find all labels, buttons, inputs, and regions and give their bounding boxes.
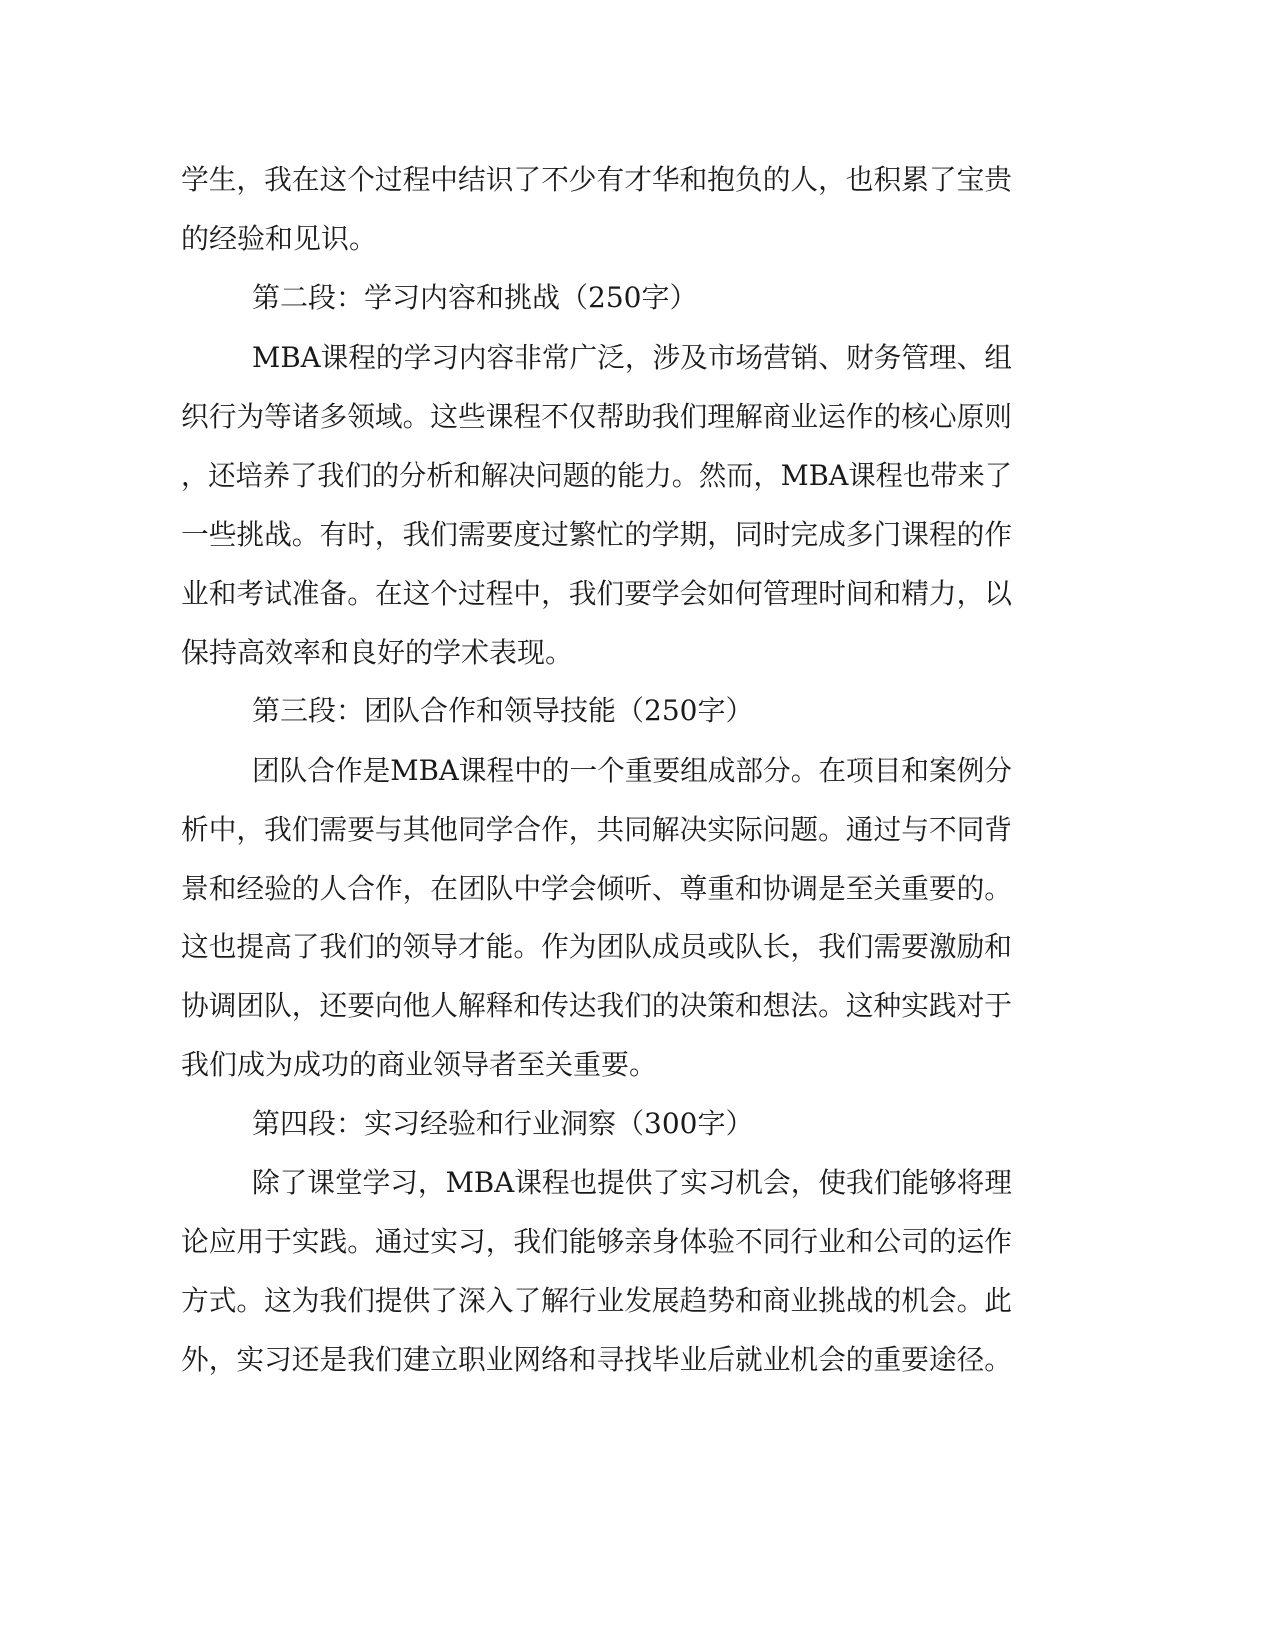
text-line — [0, 338, 1275, 378]
text-line-content: 景和经验的人合作，在团队中学会倾听、尊重和协调是至关重要的。 — [181, 872, 1012, 905]
text-line-content: ，还培养了我们的分析和解决问题的能力。然而，MBA课程也带来了 — [181, 459, 1012, 492]
text-line — [0, 1045, 1275, 1085]
section-heading — [0, 1104, 1275, 1144]
text-line — [0, 633, 1275, 673]
text-line — [0, 1163, 1275, 1203]
text-line-content: 保持高效率和良好的学术表现。 — [181, 636, 574, 669]
text-line-content: 论应用于实践。通过实习，我们能够亲身体验不同行业和公司的运作 — [181, 1225, 1012, 1258]
text-line-content: 方式。这为我们提供了深入了解行业发展趋势和商业挑战的机会。此 — [181, 1284, 1012, 1317]
text-line-content: 析中，我们需要与其他同学合作，共同解决实际问题。通过与不同背 — [181, 813, 1012, 846]
text-line-content: 的经验和见识。 — [181, 222, 378, 255]
text-line-content: 我们成为成功的商业领导者至关重要。 — [181, 1048, 658, 1081]
text-line-content: MBA课程的学习内容非常广泛，涉及市场营销、财务管理、组 — [252, 341, 1012, 374]
text-line — [0, 397, 1275, 437]
section-heading-text: 第四段：实习经验和行业洞察（300字） — [252, 1107, 754, 1140]
section-heading — [0, 691, 1275, 731]
text-line — [0, 869, 1275, 909]
text-line-content: 学生，我在这个过程中结识了不少有才华和抱负的人，也积累了宝贵 — [181, 163, 1012, 196]
text-line — [0, 1281, 1275, 1321]
text-line — [0, 986, 1275, 1026]
text-line — [0, 810, 1275, 850]
text-line-content: 织行为等诸多领域。这些课程不仅帮助我们理解商业运作的核心原则 — [181, 400, 1012, 433]
text-line-content: 协调团队，还要向他人解释和传达我们的决策和想法。这种实践对于 — [181, 989, 1012, 1022]
section-heading — [0, 278, 1275, 318]
text-line-content: 业和考试准备。在这个过程中，我们要学会如何管理时间和精力，以 — [181, 577, 1012, 610]
text-line — [0, 515, 1275, 555]
text-line — [0, 456, 1275, 496]
text-line — [0, 1340, 1275, 1380]
text-line-content: 除了课堂学习，MBA课程也提供了实习机会，使我们能够将理 — [252, 1166, 1012, 1199]
section-heading-text: 第三段：团队合作和领导技能（250字） — [252, 694, 754, 727]
text-line-content: 团队合作是MBA课程中的一个重要组成部分。在项目和案例分 — [252, 754, 1012, 787]
text-line — [0, 927, 1275, 967]
text-line — [0, 574, 1275, 614]
text-line — [0, 160, 1275, 200]
text-line-content: 一些挑战。有时，我们需要度过繁忙的学期，同时完成多门课程的作 — [181, 518, 1012, 551]
text-line-content: 外，实习还是我们建立职业网络和寻找毕业后就业机会的重要途径。 — [181, 1343, 1012, 1376]
section-heading-text: 第二段：学习内容和挑战（250字） — [252, 281, 698, 314]
text-line — [0, 1222, 1275, 1262]
text-line-content: 这也提高了我们的领导才能。作为团队成员或队长，我们需要激励和 — [181, 930, 1012, 963]
text-line — [0, 751, 1275, 791]
text-line — [0, 219, 1275, 259]
